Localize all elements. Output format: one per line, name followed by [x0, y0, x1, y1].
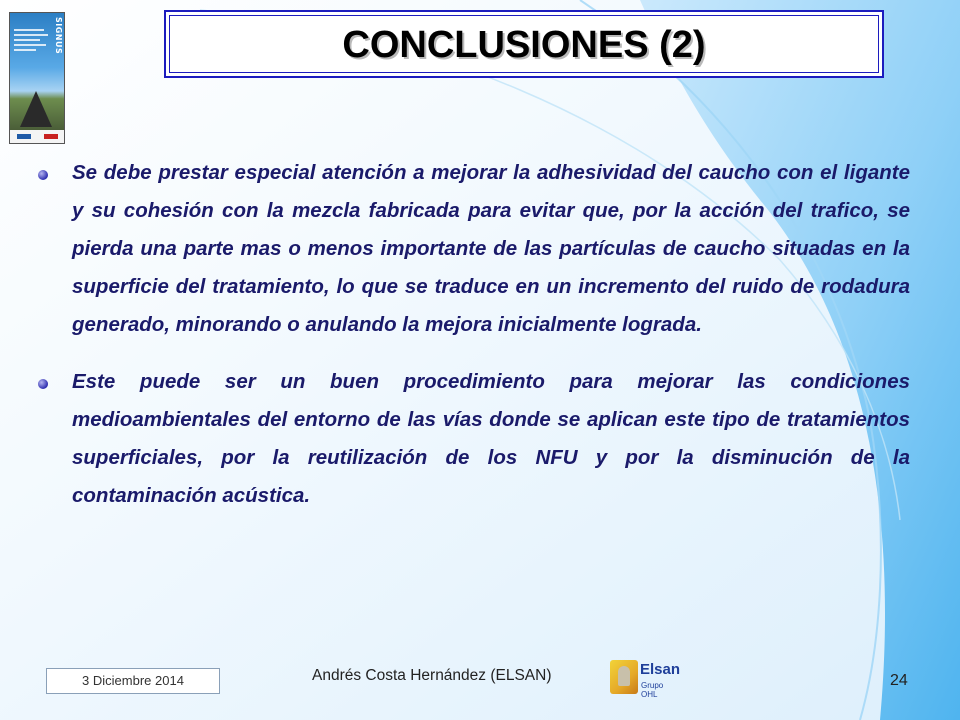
elsan-logo: [610, 660, 681, 699]
page-number: 24: [890, 672, 908, 689]
footer-author: Andrés Costa Hernández (ELSAN): [312, 667, 552, 684]
elsan-logo-subtitle: Grupo OHL: [641, 681, 664, 699]
bullet-text: Se debe prestar especial atención a mejorar la adhesividad del caucho con el ligante y su cohesión con la mezcla fabricada para evitar que, por la acción del trafico, se pierda una parte mas o menos importante de las partículas de caucho situadas en la superficie del tratamiento, lo que se traduce en un incremento del ruido de rodadura generado, minorando o anulando la mejora inicialmente lograda.: [72, 161, 910, 336]
bullet-list: [36, 154, 910, 534]
bullet-item: [36, 363, 910, 515]
slide-title: CONCLUSIONES (2): [342, 24, 706, 66]
bullet-icon: [38, 170, 48, 180]
cover-text-lines: [14, 29, 48, 54]
bullet-text: Este puede ser un buen procedimiento para mejorar las condiciones medioambientales del entorno de las vías donde se aplican este tipo de tratamientos superficiales, por la reutilización de los NFU y por la disminución de la contaminación acústica.: [72, 370, 910, 507]
cover-road-graphic: [20, 91, 52, 127]
elsan-logo-name: Elsan: [640, 661, 681, 678]
title-frame: [164, 10, 884, 78]
cover-brand: SIGNUS: [54, 17, 63, 55]
bullet-icon: [38, 379, 48, 389]
cover-logos: [10, 130, 64, 143]
cover-thumbnail: [9, 12, 65, 144]
footer-date: 3 Diciembre 2014: [46, 668, 220, 694]
elsan-logo-icon: [610, 660, 638, 694]
bullet-item: [36, 154, 910, 344]
